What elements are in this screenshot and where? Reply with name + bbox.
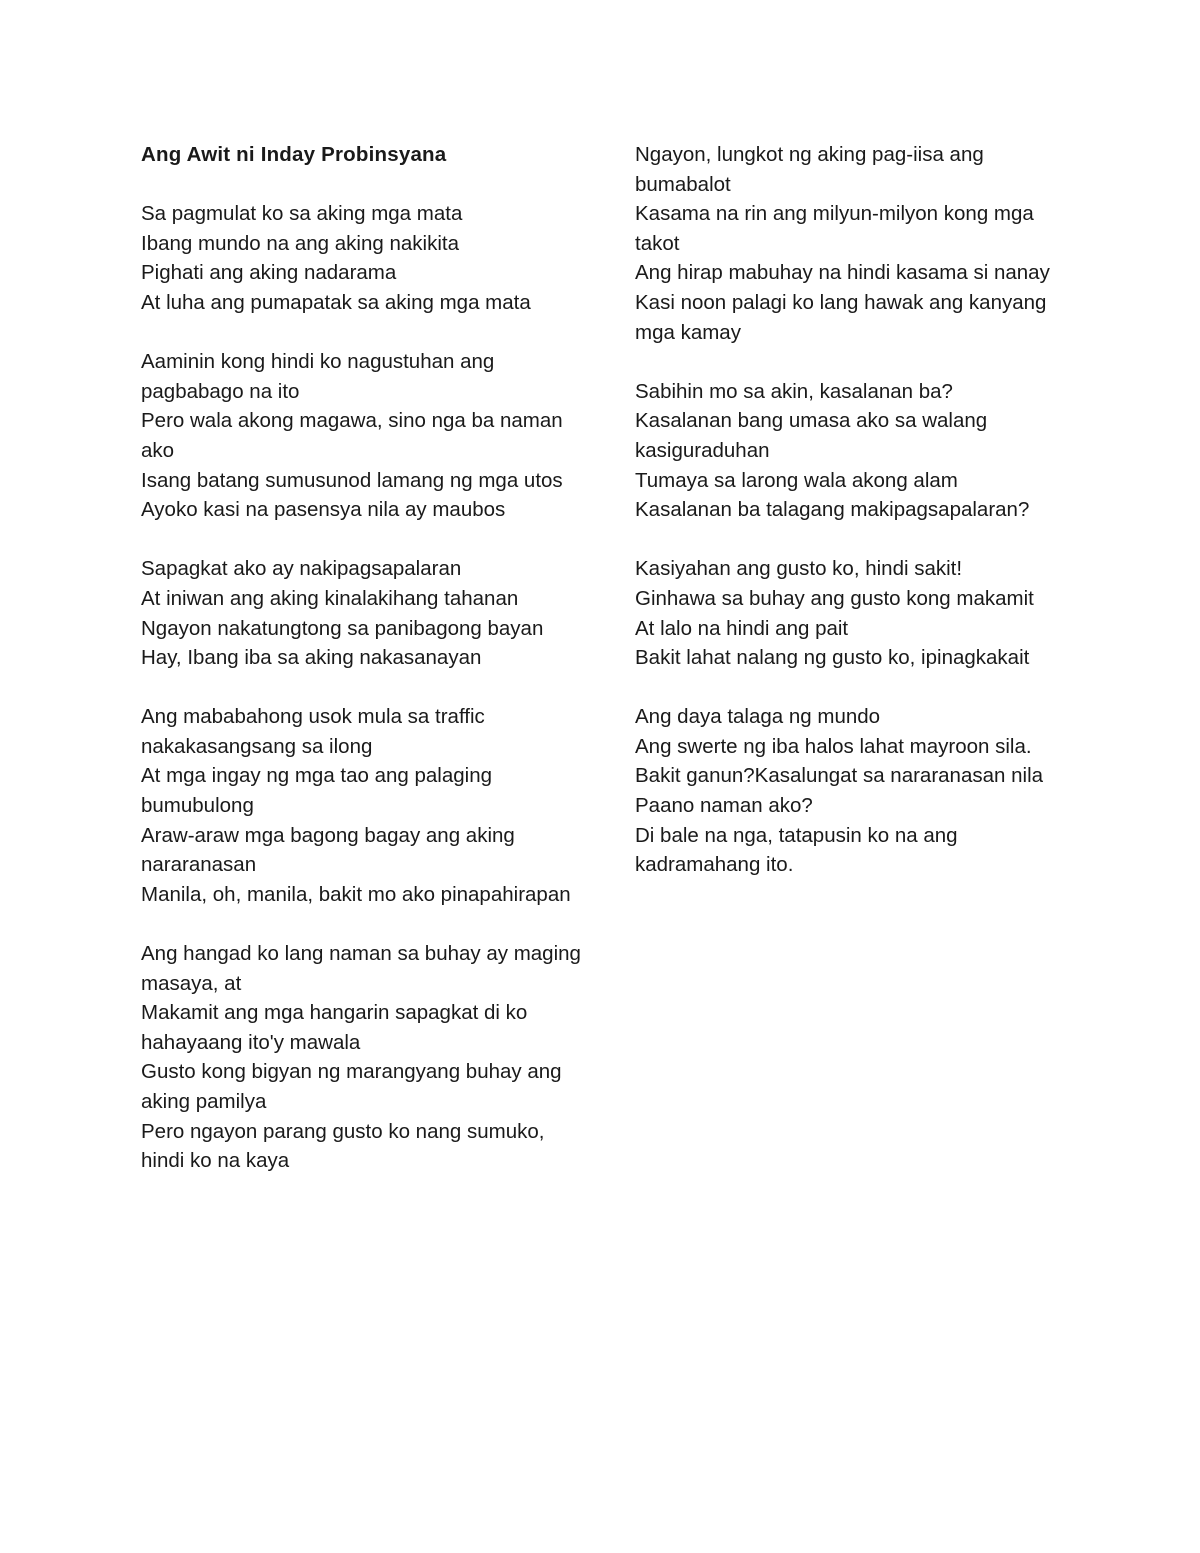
stanza bbox=[635, 377, 1075, 525]
lyric-line: Ang mababahong usok mula sa traffic nakakasangsang sa ilong bbox=[141, 705, 485, 758]
left-column bbox=[141, 140, 581, 1205]
lyric-line: Pero ngayon parang gusto ko nang sumuko, hindi ko na kaya bbox=[141, 1119, 545, 1173]
stanza bbox=[141, 702, 581, 909]
lyric-line: Pighati ang aking nadarama bbox=[141, 261, 397, 285]
lyric-line: Ang hirap mabuhay na hindi kasama si nanay bbox=[635, 261, 1050, 285]
stanza bbox=[635, 140, 1075, 347]
lyric-line: At luha ang pumapatak sa aking mga mata bbox=[141, 290, 531, 314]
lyric-line: Kasi noon palagi ko lang hawak ang kanyang mga kamay bbox=[635, 290, 1047, 344]
right-column bbox=[635, 140, 1075, 909]
lyric-line: Tumaya sa larong wala akong alam bbox=[635, 468, 958, 492]
stanza bbox=[635, 702, 1075, 880]
stanza bbox=[141, 347, 581, 525]
lyric-line: Ang hangad ko lang naman sa buhay ay maging masaya, at bbox=[141, 942, 581, 995]
right-stanzas bbox=[635, 140, 1075, 880]
lyric-line: Bakit lahat nalang ng gusto ko, ipinagkakait bbox=[635, 646, 1030, 670]
lyric-line: Manila, oh, manila, bakit mo ako pinapahirapan bbox=[141, 882, 571, 906]
lyric-line: Di bale na nga, tatapusin ko na ang kadramahang ito. bbox=[635, 823, 958, 877]
lyric-line: Sapagkat ako ay nakipagsapalaran bbox=[141, 557, 462, 581]
stanza bbox=[141, 939, 581, 1176]
lyric-line: Ang swerte ng iba halos lahat mayroon sila. bbox=[635, 734, 1032, 758]
lyric-line: Makamit ang mga hangarin sapagkat di ko hahayaang ito'y mawala bbox=[141, 1001, 528, 1054]
song-title: Ang Awit ni Inday Probinsyana bbox=[141, 143, 447, 166]
lyric-line: Pero wala akong magawa, sino nga ba naman ako bbox=[141, 409, 563, 462]
lyric-line: Kasalanan bang umasa ako sa walang kasiguraduhan bbox=[635, 409, 988, 462]
lyric-line: Kasiyahan ang gusto ko, hindi sakit! bbox=[635, 557, 963, 581]
lyric-line: Ngayon nakatungtong sa panibagong bayan bbox=[141, 616, 544, 640]
lyric-line: Sa pagmulat ko sa aking mga mata bbox=[141, 202, 463, 226]
lyric-line: Sabihin mo sa akin, kasalanan ba? bbox=[635, 379, 953, 403]
lyric-line: At lalo na hindi ang pait bbox=[635, 616, 849, 640]
title-spacer bbox=[141, 170, 581, 200]
lyric-line: Ang daya talaga ng mundo bbox=[635, 705, 881, 729]
stanza bbox=[141, 554, 581, 672]
lyric-line: Paano naman ako? bbox=[635, 794, 813, 818]
stanza bbox=[141, 199, 581, 317]
lyric-line: Hay, Ibang iba sa aking nakasanayan bbox=[141, 646, 482, 670]
lyric-line: Ginhawa sa buhay ang gusto kong makamit bbox=[635, 586, 1034, 610]
left-stanzas bbox=[141, 199, 581, 1176]
lyric-line: Ayoko kasi na pasensya nila ay maubos bbox=[141, 498, 506, 522]
lyric-line: At mga ingay ng mga tao ang palaging bumubulong bbox=[141, 764, 493, 818]
lyric-line: Kasama na rin ang milyun-milyon kong mga takot bbox=[635, 202, 1034, 255]
stanza bbox=[635, 554, 1075, 672]
lyric-line: Aaminin kong hindi ko nagustuhan ang pagbabago na ito bbox=[141, 350, 495, 403]
lyric-line: Bakit ganun?Kasalungat sa nararanasan nila bbox=[635, 764, 1044, 788]
lyric-line: Gusto kong bigyan ng marangyang buhay ang aking pamilya bbox=[141, 1060, 562, 1113]
lyric-line: Ngayon, lungkot ng aking pag-iisa ang bumabalot bbox=[635, 143, 984, 196]
lyric-line: At iniwan ang aking kinalakihang tahanan bbox=[141, 586, 519, 610]
lyric-line: Araw-araw mga bagong bagay ang aking nararanasan bbox=[141, 823, 515, 877]
lyric-line: Ibang mundo na ang aking nakikita bbox=[141, 231, 459, 255]
lyric-line: Kasalanan ba talagang makipagsapalaran? bbox=[635, 498, 1030, 522]
lyric-line: Isang batang sumusunod lamang ng mga utos bbox=[141, 468, 563, 492]
